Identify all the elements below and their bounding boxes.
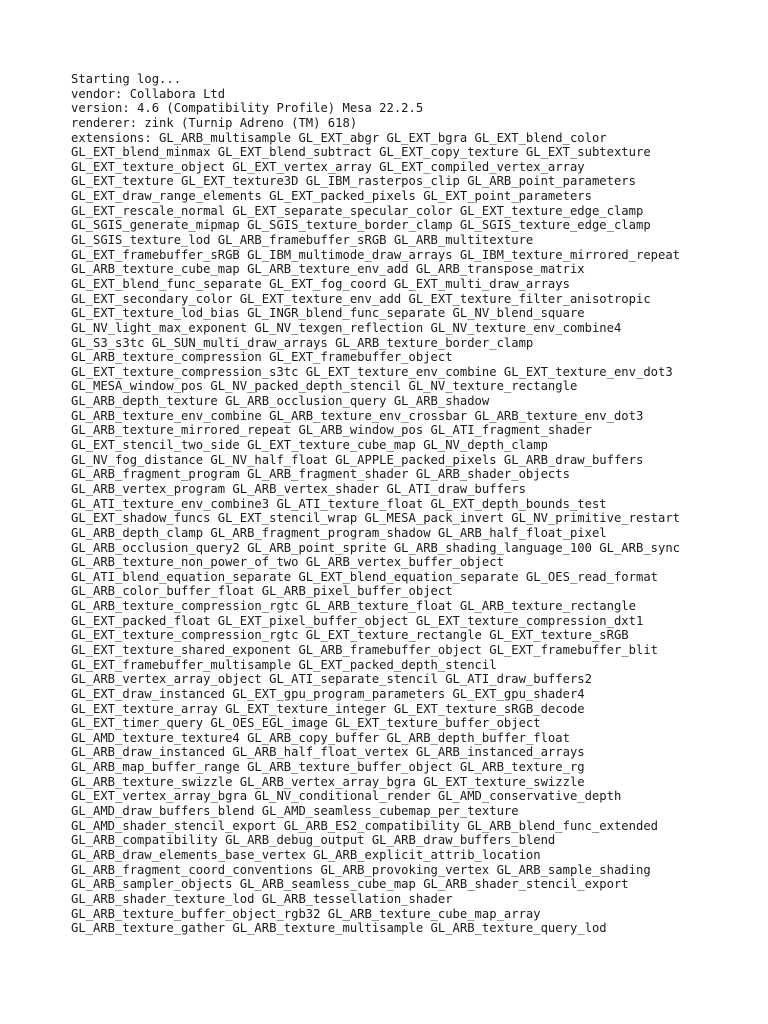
log-line: GL_ARB_texture_cube_map GL_ARB_texture_env_add GL_ARB_transpose_matrix <box>71 262 585 277</box>
log-line: GL_EXT_rescale_normal GL_EXT_separate_specular_color GL_EXT_texture_edge_clamp <box>71 203 644 218</box>
log-line: GL_EXT_texture GL_EXT_texture3D GL_IBM_rasterpos_clip GL_ARB_point_parameters <box>71 174 636 189</box>
log-line: GL_ARB_depth_clamp GL_ARB_fragment_program_shadow GL_ARB_half_float_pixel <box>71 525 607 540</box>
log-line: GL_EXT_secondary_color GL_EXT_texture_env_add GL_EXT_texture_filter_anisotropic <box>71 291 651 306</box>
log-line: GL_EXT_packed_float GL_EXT_pixel_buffer_object GL_EXT_texture_compression_dxt1 <box>71 613 644 628</box>
log-line: vendor: Collabora Ltd <box>71 86 226 101</box>
log-line: GL_EXT_draw_range_elements GL_EXT_packed_pixels GL_EXT_point_parameters <box>71 189 592 204</box>
log-line: GL_SGIS_texture_lod GL_ARB_framebuffer_sRGB GL_ARB_multitexture <box>71 233 534 248</box>
log-line: extensions: GL_ARB_multisample GL_EXT_abgr GL_EXT_bgra GL_EXT_blend_color <box>71 130 607 145</box>
log-line: GL_S3_s3tc GL_SUN_multi_draw_arrays GL_ARB_texture_border_clamp <box>71 335 534 350</box>
log-line: GL_EXT_texture_object GL_EXT_vertex_array GL_EXT_compiled_vertex_array <box>71 159 585 174</box>
log-line: GL_ARB_sampler_objects GL_ARB_seamless_cube_map GL_ARB_shader_stencil_export <box>71 877 629 892</box>
log-line: GL_ARB_texture_env_combine GL_ARB_texture_env_crossbar GL_ARB_texture_env_dot3 <box>71 408 644 423</box>
log-line: GL_ARB_vertex_program GL_ARB_vertex_shader GL_ATI_draw_buffers <box>71 481 526 496</box>
log-text-block <box>71 72 761 936</box>
log-line: GL_ARB_texture_compression GL_EXT_framebuffer_object <box>71 350 453 365</box>
log-line: GL_EXT_texture_array GL_EXT_texture_integer GL_EXT_texture_sRGB_decode <box>71 701 585 716</box>
log-line: GL_ARB_draw_elements_base_vertex GL_ARB_explicit_attrib_location <box>71 847 541 862</box>
log-line: GL_NV_light_max_exponent GL_NV_texgen_reflection GL_NV_texture_env_combine4 <box>71 320 622 335</box>
log-line: GL_AMD_draw_buffers_blend GL_AMD_seamless_cubemap_per_texture <box>71 804 519 819</box>
log-line: GL_AMD_shader_stencil_export GL_ARB_ES2_compatibility GL_ARB_blend_func_extended <box>71 818 658 833</box>
log-line: renderer: zink (Turnip Adreno (TM) 618) <box>71 115 358 130</box>
log-line: GL_SGIS_generate_mipmap GL_SGIS_texture_border_clamp GL_SGIS_texture_edge_clamp <box>71 218 651 233</box>
log-line: GL_EXT_texture_lod_bias GL_INGR_blend_func_separate GL_NV_blend_square <box>71 306 585 321</box>
log-line: GL_ARB_draw_instanced GL_ARB_half_float_vertex GL_ARB_instanced_arrays <box>71 745 585 760</box>
log-line: GL_ARB_fragment_coord_conventions GL_ARB_provoking_vertex GL_ARB_sample_shading <box>71 862 651 877</box>
log-line: GL_EXT_draw_instanced GL_EXT_gpu_program_parameters GL_EXT_gpu_shader4 <box>71 686 585 701</box>
log-line: GL_ARB_texture_compression_rgtc GL_ARB_texture_float GL_ARB_texture_rectangle <box>71 599 636 614</box>
log-line: GL_EXT_timer_query GL_OES_EGL_image GL_EXT_texture_buffer_object <box>71 716 541 731</box>
log-line: GL_ATI_texture_env_combine3 GL_ATI_texture_float GL_EXT_depth_bounds_test <box>71 496 607 511</box>
log-line: GL_ATI_blend_equation_separate GL_EXT_blend_equation_separate GL_OES_read_format <box>71 569 658 584</box>
log-line: GL_ARB_texture_swizzle GL_ARB_vertex_array_bgra GL_EXT_texture_swizzle <box>71 774 585 789</box>
log-line: GL_MESA_window_pos GL_NV_packed_depth_stencil GL_NV_texture_rectangle <box>71 379 578 394</box>
log-line: GL_EXT_blend_minmax GL_EXT_blend_subtract GL_EXT_copy_texture GL_EXT_subtexture <box>71 145 651 160</box>
log-line: GL_EXT_framebuffer_sRGB GL_IBM_multimode_draw_arrays GL_IBM_texture_mirrored_repeat <box>71 247 681 262</box>
log-line: GL_ARB_color_buffer_float GL_ARB_pixel_buffer_object <box>71 584 453 599</box>
log-line: GL_EXT_texture_shared_exponent GL_ARB_framebuffer_object GL_EXT_framebuffer_blit <box>71 642 658 657</box>
log-line: GL_ARB_occlusion_query2 GL_ARB_point_sprite GL_ARB_shading_language_100 GL_ARB_sync <box>71 540 681 555</box>
log-line: GL_ARB_map_buffer_range GL_ARB_texture_buffer_object GL_ARB_texture_rg <box>71 760 585 775</box>
log-line: GL_ARB_vertex_array_object GL_ATI_separate_stencil GL_ATI_draw_buffers2 <box>71 672 592 687</box>
log-line: GL_EXT_framebuffer_multisample GL_EXT_packed_depth_stencil <box>71 657 497 672</box>
log-line: GL_AMD_texture_texture4 GL_ARB_copy_buffer GL_ARB_depth_buffer_float <box>71 730 570 745</box>
log-line: GL_ARB_texture_gather GL_ARB_texture_multisample GL_ARB_texture_query_lod <box>71 921 607 936</box>
log-line: GL_ARB_texture_non_power_of_two GL_ARB_vertex_buffer_object <box>71 555 504 570</box>
log-line: GL_ARB_texture_mirrored_repeat GL_ARB_window_pos GL_ATI_fragment_shader <box>71 423 592 438</box>
log-line: GL_EXT_texture_compression_s3tc GL_EXT_texture_env_combine GL_EXT_texture_env_dot3 <box>71 364 673 379</box>
log-line: GL_ARB_compatibility GL_ARB_debug_output GL_ARB_draw_buffers_blend <box>71 833 556 848</box>
log-line: GL_EXT_stencil_two_side GL_EXT_texture_cube_map GL_NV_depth_clamp <box>71 438 548 453</box>
log-line: GL_ARB_texture_buffer_object_rgb32 GL_ARB_texture_cube_map_array <box>71 906 541 921</box>
log-line: GL_NV_fog_distance GL_NV_half_float GL_APPLE_packed_pixels GL_ARB_draw_buffers <box>71 452 644 467</box>
log-line: GL_EXT_blend_func_separate GL_EXT_fog_coord GL_EXT_multi_draw_arrays <box>71 276 570 291</box>
log-line: GL_ARB_fragment_program GL_ARB_fragment_shader GL_ARB_shader_objects <box>71 467 570 482</box>
log-line: GL_EXT_vertex_array_bgra GL_NV_conditional_render GL_AMD_conservative_depth <box>71 789 622 804</box>
log-line: GL_ARB_shader_texture_lod GL_ARB_tessellation_shader <box>71 891 453 906</box>
log-line: version: 4.6 (Compatibility Profile) Mesa 22.2.5 <box>71 101 424 116</box>
log-line: GL_EXT_shadow_funcs GL_EXT_stencil_wrap GL_MESA_pack_invert GL_NV_primitive_restart <box>71 511 681 526</box>
log-line: GL_ARB_depth_texture GL_ARB_occlusion_query GL_ARB_shadow <box>71 394 490 409</box>
log-header-line: Starting log... <box>71 72 182 86</box>
log-line: GL_EXT_texture_compression_rgtc GL_EXT_texture_rectangle GL_EXT_texture_sRGB <box>71 628 629 643</box>
